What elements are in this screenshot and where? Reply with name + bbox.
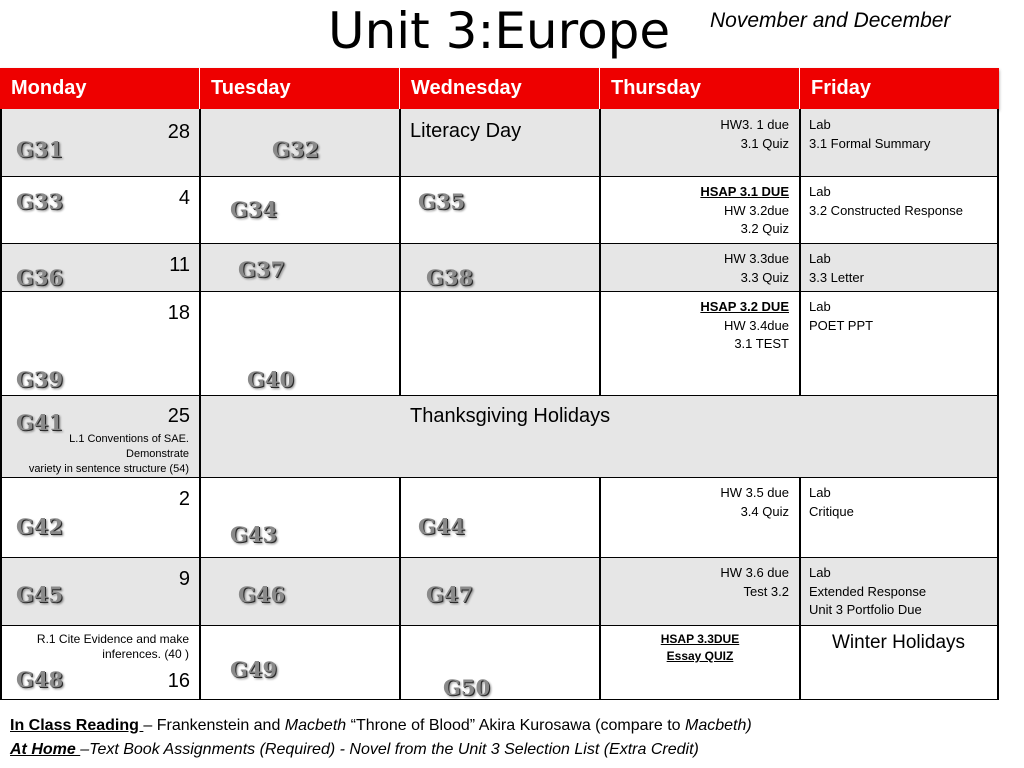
header-monday: Monday (0, 68, 200, 109)
date-number: 2 (178, 488, 190, 510)
header-tuesday: Tuesday (200, 68, 400, 109)
standard-note: L.1 Conventions of SAE. Demonstrate variety in sentence structure (54) (28, 433, 189, 475)
holiday-label: Winter Holidays (831, 632, 966, 653)
grid-line (799, 109, 801, 396)
friday-tasks: Lab Extended Response Unit 3 Portfolio Due (809, 565, 927, 617)
date-number: 28 (167, 121, 190, 143)
grammar-lesson-code: G42 (16, 514, 64, 539)
friday-tasks: Lab POET PPT (809, 299, 874, 333)
grammar-lesson-code: G43 (230, 522, 278, 547)
grid-line (199, 109, 201, 700)
footer-in-class-reading: In Class Reading – Frankenstein and Macbeth “Throne of Blood” Akira Kurosawa (compare to Macbeth) (10, 717, 752, 734)
thursday-tasks: HSAP 3.2 DUE HW 3.4due 3.1 TEST (700, 299, 789, 351)
grammar-lesson-code: G44 (418, 514, 466, 539)
thursday-tasks: HW 3.3due 3.3 Quiz (723, 251, 789, 285)
grammar-lesson-code: G38 (426, 265, 474, 290)
grammar-lesson-code: G45 (16, 582, 64, 607)
date-number: 11 (169, 254, 190, 276)
calendar-header (0, 68, 999, 109)
grammar-lesson-code: G34 (230, 197, 278, 222)
thursday-tasks: HW3. 1 due 3.1 Quiz (720, 117, 789, 151)
friday-tasks: Lab 3.2 Constructed Response (809, 184, 963, 218)
friday-tasks: Lab 3.1 Formal Summary (809, 117, 931, 151)
grammar-lesson-code: G36 (16, 265, 64, 290)
grammar-lesson-code: G47 (426, 582, 474, 607)
grammar-lesson-code: G31 (16, 137, 64, 162)
thursday-tasks: HW 3.5 due 3.4 Quiz (720, 485, 789, 519)
holiday-label: Thanksgiving Holidays (410, 405, 611, 427)
header-friday: Friday (811, 77, 872, 99)
grid-line (399, 109, 401, 396)
friday-tasks: Lab Critique (809, 485, 854, 519)
date-number: 9 (178, 568, 190, 590)
date-number: 4 (178, 187, 190, 209)
grammar-lesson-code: G39 (16, 367, 64, 392)
grammar-lesson-code: G40 (247, 367, 295, 392)
friday-tasks: Lab 3.3 Letter (809, 251, 864, 285)
thursday-tasks: HSAP 3.1 DUE HW 3.2due 3.2 Quiz (700, 184, 789, 236)
grammar-lesson-code: G33 (16, 189, 64, 214)
thursday-tasks: HSAP 3.3DUE Essay QUIZ (660, 632, 740, 663)
footer-at-home: At Home –Text Book Assignments (Required) - Novel from the Unit 3 Selection List (Extra Credit) (10, 741, 699, 758)
date-range-subtitle: November and December (710, 9, 951, 32)
grid-line (0, 109, 2, 700)
date-number: 16 (167, 670, 190, 692)
grammar-lesson-code: G35 (418, 189, 466, 214)
grammar-lesson-code: G46 (238, 582, 286, 607)
grid-line (997, 109, 999, 700)
grammar-lesson-code: G48 (16, 667, 64, 692)
grammar-lesson-code: G41 (16, 410, 64, 435)
grid-line (399, 478, 401, 700)
grammar-lesson-code: G50 (443, 675, 491, 700)
header-wednesday: Wednesday (400, 68, 600, 109)
thursday-tasks: HW 3.6 due Test 3.2 (720, 565, 789, 599)
date-number: 18 (167, 302, 190, 324)
standard-note: R.1 Cite Evidence and make inferences. (40 ) (36, 632, 189, 661)
grammar-lesson-code: G32 (272, 137, 320, 162)
header-thursday: Thursday (600, 68, 800, 109)
page-title: Unit 3:Europe (328, 2, 671, 60)
date-number: 25 (167, 405, 190, 427)
grid-line (799, 478, 801, 700)
event-label: Literacy Day (410, 120, 522, 142)
grammar-lesson-code: G49 (230, 657, 278, 682)
grammar-lesson-code: G37 (238, 257, 286, 282)
